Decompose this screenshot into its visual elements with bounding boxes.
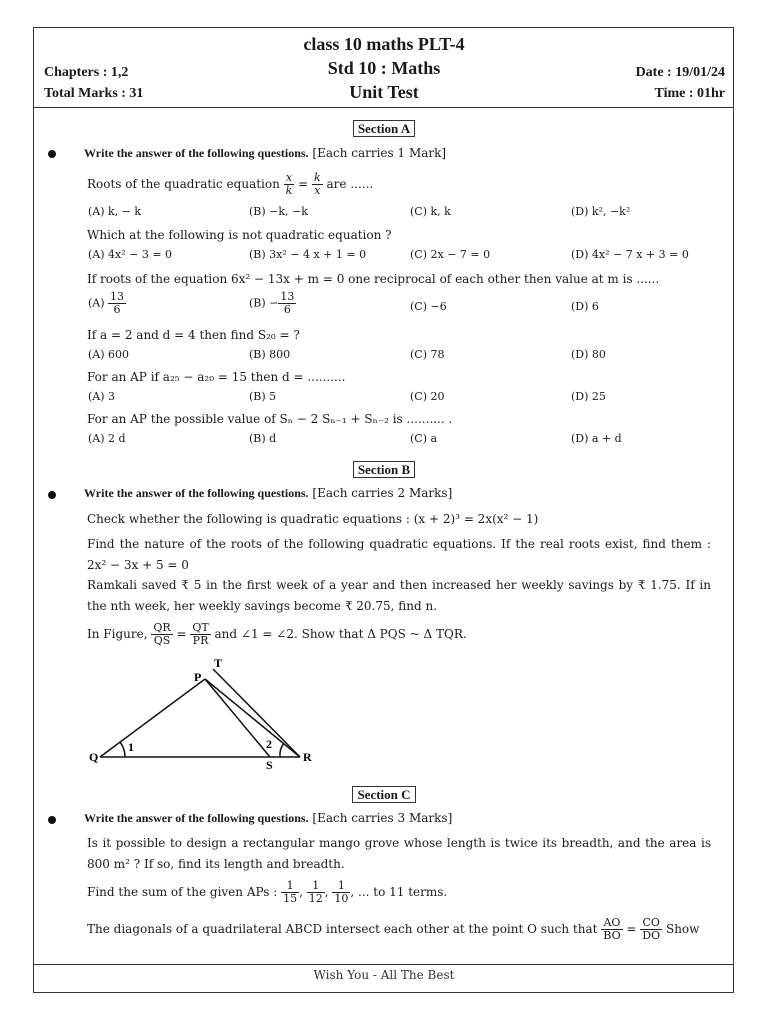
a-q2-option-c: (C) 2x − 7 = 0 [410, 248, 491, 261]
label-r: R [303, 750, 312, 764]
label-angle-2: 2 [266, 737, 272, 751]
c-q3: The diagonals of a quadrilateral ABCD intersect each other at the point O such that $\frac{AO}{BO}$ = $\frac{CO}{DO}$ Show [87, 916, 700, 943]
a-q3-option-c: (C) −6 [410, 300, 447, 313]
edge-tr [213, 669, 300, 757]
date: Date : 19/01/24 [635, 65, 725, 80]
c-q1: Is it possible to design a rectangular mango grove whose length is twice its breadth, and the area is 800 m² ? If so, find its length and breadth. [87, 836, 711, 871]
chapters: Chapters : 1,2 [44, 65, 129, 80]
section-a-heading: Section A [0, 118, 768, 137]
a-q1-option-d: (D) k², −k² [571, 205, 631, 218]
section-b-instruction: Write the answer of the following questions. [Each carries 2 Marks] [84, 486, 453, 500]
edge-ps [205, 679, 270, 757]
angle-2-arc [280, 743, 284, 757]
label-angle-1: 1 [128, 740, 134, 754]
label-t: T [214, 656, 223, 670]
a-q6-option-c: (C) a [410, 432, 438, 445]
a-q3: If roots of the equation 6x² − 13x + m = 0 one reciprocal of each other then value at m is ...... [87, 272, 660, 286]
b-q1: Check whether the following is quadratic equations : (x + 2)³ = 2x(x² − 1) [87, 512, 539, 526]
edge-qp [100, 679, 205, 757]
a-q2-option-a: (A) 4x² − 3 = 0 [88, 248, 173, 261]
total-marks: Total Marks : 31 [44, 86, 144, 101]
a-q6-option-a: (A) 2 d [88, 432, 126, 445]
a-q3-option-d: (D) 6 [571, 300, 599, 313]
a-q2: Which at the following is not quadratic equation ? [87, 228, 392, 242]
label-p: P [194, 670, 202, 684]
subtitle: Std 10 : Maths [327, 58, 441, 78]
a-q3-option-a: (A) $\frac{13}{6}$ [88, 290, 125, 317]
a-q1: Roots of the quadratic equation $\frac{x}{k}$ = $\frac{k}{x}$ are ...... [87, 171, 374, 198]
page-title: class 10 maths PLT-4 [303, 34, 465, 54]
a-q5-option-d: (D) 25 [571, 390, 606, 403]
a-q6: For an AP the possible value of Sₙ − 2 Sₙ₋₁ + Sₙ₋₂ is .......... . [87, 412, 453, 426]
a-q4-option-a: (A) 600 [88, 348, 130, 361]
a-q5: For an AP if a₂₅ − a₂₀ = 15 then d = .......... [87, 370, 346, 384]
label-q: Q [89, 750, 99, 764]
footer: Wish You - All The Best [313, 968, 455, 982]
a-q1-option-b: (B) −k, −k [249, 205, 308, 218]
a-q6-option-d: (D) a + d [571, 432, 622, 445]
b-q3: Ramkali saved ₹ 5 in the first week of a year and then increased her weekly savings by ₹ 1.75. If in the nth week, her weekly savings become ₹ 20.75, find n. [87, 578, 711, 613]
b-q2: Find the nature of the roots of the following quadratic equations. If the real roots exist, find them : 2x² − 3x + 5 = 0 [87, 537, 711, 572]
test-name: Unit Test [349, 82, 419, 102]
a-q4-option-b: (B) 800 [249, 348, 291, 361]
label-s: S [266, 758, 273, 772]
bullet [48, 491, 56, 499]
section-c-instruction: Write the answer of the following questions. [Each carries 3 Marks] [84, 811, 453, 825]
a-q1-option-a: (A) k, − k [88, 205, 142, 218]
section-b-heading: Section B [0, 459, 768, 478]
header-divider [33, 107, 734, 108]
a-q2-option-d: (D) 4x² − 7 x + 3 = 0 [571, 248, 689, 261]
a-q4-option-c: (C) 78 [410, 348, 445, 361]
bullet [48, 816, 56, 824]
a-q6-option-b: (B) d [249, 432, 277, 445]
section-a-instruction: Write the answer of the following questions. [Each carries 1 Mark] [84, 146, 447, 160]
bullet [48, 150, 56, 158]
time: Time : 01hr [654, 86, 725, 101]
a-q5-option-b: (B) 5 [249, 390, 277, 403]
b-q4: In Figure, $\frac{QR}{QS}$ = $\frac{QT}{PR}$ and ∠1 = ∠2. Show that Δ PQS ~ Δ TQR. [87, 621, 467, 648]
a-q2-option-b: (B) 3x² − 4 x + 1 = 0 [249, 248, 367, 261]
a-q4-option-d: (D) 80 [571, 348, 606, 361]
a-q3-option-b: (B) − $\frac{13}{6}$ [249, 290, 295, 317]
c-q2: Find the sum of the given APs : $\frac{1}{15}$ , $\frac{1}{12}$ , $\frac{1}{10}$ , ... to 11 terms. [87, 879, 448, 906]
section-c-heading: Section C [0, 784, 768, 803]
angle-1-arc [120, 742, 125, 757]
a-q4: If a = 2 and d = 4 then find S₂₀ = ? [87, 328, 300, 342]
a-q1-option-c: (C) k, k [410, 205, 451, 218]
a-q5-option-a: (A) 3 [88, 390, 116, 403]
footer-divider [33, 964, 734, 965]
edge-pr [205, 679, 300, 757]
a-q5-option-c: (C) 20 [410, 390, 445, 403]
triangle-figure [80, 655, 330, 775]
